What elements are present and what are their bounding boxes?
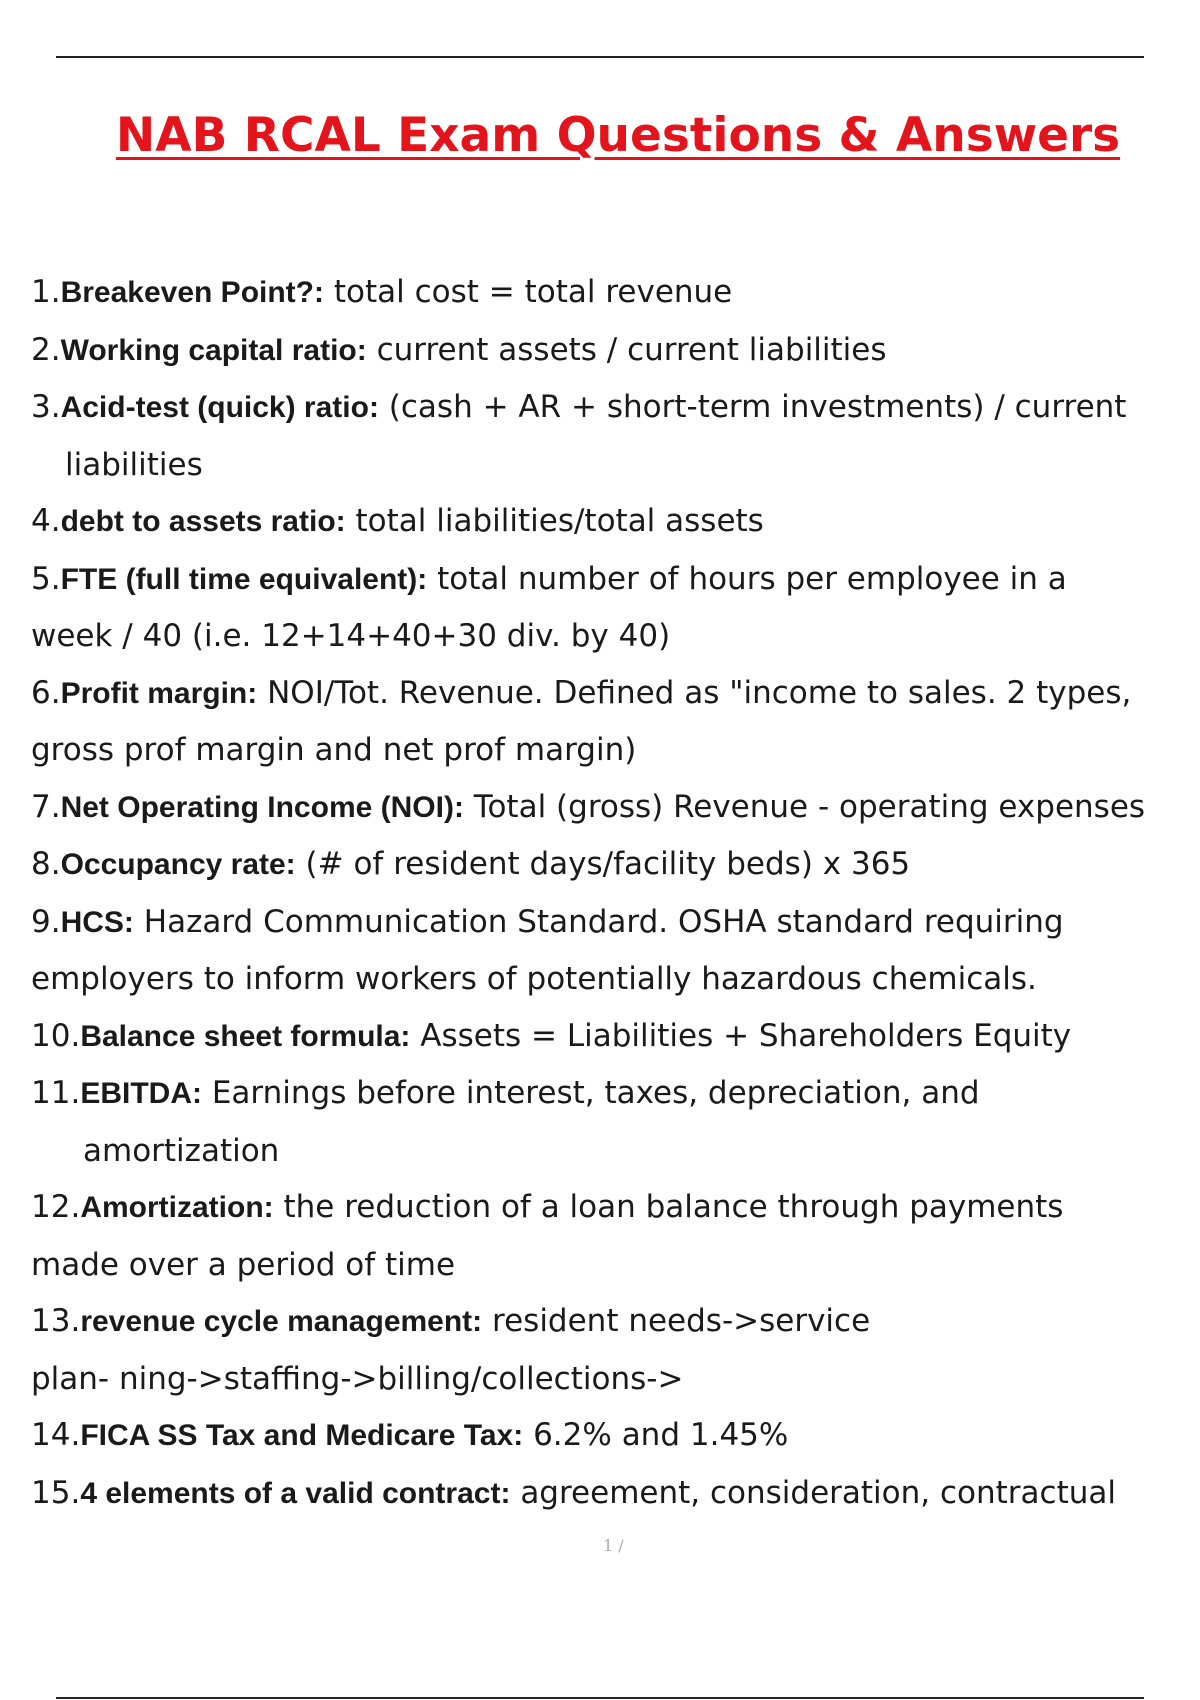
item-number: 8.: [31, 846, 61, 882]
item-term: Balance sheet formula:: [80, 1019, 411, 1053]
item-definition: Assets = Liabilities + Shareholders Equity: [420, 1017, 1072, 1054]
bottom-rule: [56, 1697, 1144, 1699]
qa-item-7: [31, 779, 1200, 837]
item-term: Acid-test (quick) ratio:: [60, 391, 379, 424]
item-term: FICA SS Tax and Medicare Tax:: [80, 1419, 524, 1452]
item-definition: 6.2% and 1.45%: [533, 1417, 789, 1453]
item-definition: (# of resident days/facility beds) x 365: [305, 846, 911, 882]
item-continuation: employers to inform workers of potentially hazardous chemicals.: [31, 961, 1037, 997]
qa-item-8: [31, 836, 1200, 894]
item-number: 6.: [31, 674, 61, 711]
item-definition: NOI/Tot. Revenue. Defined as "income to sales. 2 types,: [267, 674, 1132, 711]
item-number: 1.: [31, 274, 61, 310]
item-term: Occupancy rate:: [60, 848, 296, 881]
item-number: 3.: [31, 389, 61, 425]
item-number: 2.: [31, 331, 61, 368]
item-continuation: made over a period of time: [31, 1246, 456, 1283]
qa-list: [31, 264, 1200, 1522]
item-continuation: amortization: [83, 1132, 280, 1169]
qa-item-4: [31, 493, 1200, 551]
qa-item-5: [31, 551, 1200, 665]
item-number: 9.: [31, 903, 61, 940]
qa-item-15: [31, 1465, 1200, 1523]
item-number: 4.: [31, 503, 61, 539]
qa-item-1: [31, 264, 1200, 322]
item-definition: Earnings before interest, taxes, depreciation, and: [211, 1075, 980, 1111]
item-continuation: gross prof margin and net prof margin): [31, 732, 637, 768]
qa-item-13: [31, 1293, 1200, 1407]
item-definition: resident needs->service: [492, 1303, 871, 1339]
item-continuation: liabilities: [65, 446, 203, 483]
item-number: 13.: [31, 1303, 81, 1339]
item-definition: Hazard Communication Standard. OSHA standard requiring: [143, 903, 1064, 940]
item-term: 4 elements of a valid contract:: [80, 1476, 511, 1510]
qa-item-2: [31, 322, 1200, 380]
item-number: 12.: [31, 1189, 81, 1225]
item-term: Amortization:: [80, 1191, 274, 1224]
item-term: Net Operating Income (NOI):: [60, 790, 464, 824]
item-definition: total number of hours per employee in a: [437, 560, 1067, 597]
top-rule: [56, 56, 1144, 58]
item-continuation: plan- ning->staffing->billing/collections->: [31, 1360, 684, 1397]
item-term: revenue cycle management:: [80, 1305, 483, 1338]
item-definition: current assets / current liabilities: [376, 331, 887, 368]
item-term: Working capital ratio:: [60, 333, 367, 367]
item-definition: (cash + AR + short-term investments) / current: [388, 389, 1127, 425]
qa-item-9: [31, 894, 1200, 1008]
item-number: 14.: [31, 1417, 81, 1453]
qa-item-12: [31, 1179, 1200, 1293]
item-term: Profit margin:: [60, 676, 258, 710]
item-definition: the reduction of a loan balance through payments: [283, 1189, 1064, 1225]
item-term: Breakeven Point?:: [60, 276, 324, 309]
item-number: 5.: [31, 560, 61, 597]
qa-item-6: [31, 665, 1200, 779]
item-term: EBITDA:: [80, 1077, 202, 1110]
item-term: debt to assets ratio:: [60, 505, 346, 538]
item-definition: Total (gross) Revenue - operating expenses: [473, 788, 1146, 825]
item-term: FTE (full time equivalent):: [60, 562, 428, 596]
item-definition: total liabilities/total assets: [355, 503, 764, 539]
item-number: 10.: [31, 1017, 81, 1054]
item-continuation: week / 40 (i.e. 12+14+40+30 div. by 40): [31, 618, 671, 654]
qa-item-11: [31, 1065, 1200, 1179]
qa-item-14: [31, 1407, 1200, 1465]
item-number: 11.: [31, 1075, 81, 1111]
item-term: HCS:: [60, 905, 134, 939]
item-number: 15.: [31, 1474, 81, 1511]
item-definition: total cost = total revenue: [333, 274, 733, 310]
document-title: NAB RCAL Exam Questions & Answers: [115, 108, 1121, 163]
qa-item-3: [31, 379, 1200, 493]
item-number: 7.: [31, 788, 61, 825]
qa-item-10: [31, 1008, 1200, 1066]
item-definition: agreement, consideration, contractual: [520, 1474, 1116, 1511]
page-number: 1 /: [603, 1536, 624, 1555]
